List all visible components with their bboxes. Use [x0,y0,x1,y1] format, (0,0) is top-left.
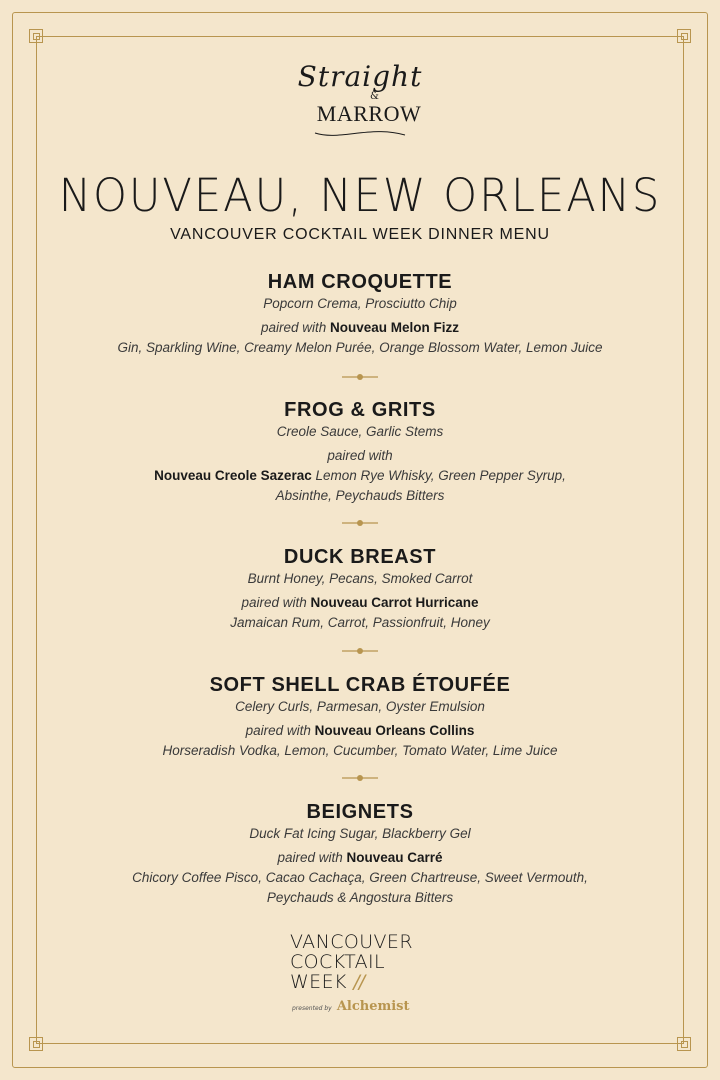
logo-marrow: MARROW [316,101,422,126]
dish-name: BEIGNETS [306,801,414,823]
drink-name: Nouveau Orleans Collins [314,723,475,738]
drink-name: Nouveau Carrot Hurricane [310,595,479,610]
gold-divider [340,518,380,528]
logo-ampersand: & [370,91,379,102]
course-ham-croquette [60,270,660,358]
course-duck-breast [60,545,660,633]
page-subtitle: VANCOUVER COCKTAIL WEEK DINNER MENU [170,226,550,243]
dish-name: HAM CROQUETTE [267,271,453,293]
vcw-slashes: // [353,971,365,993]
dish-name: FROG & GRITS [284,399,436,421]
course-beignets [60,800,660,908]
logo-script: Straight [297,60,423,93]
pairing-line [60,721,660,741]
dish-accompaniments: Burnt Honey, Pecans, Smoked Carrot [247,571,473,586]
drink-ingredients: Horseradish Vodka, Lemon, Cucumber, Tomato Water, Lime Juice [162,743,558,758]
drink-name: Nouveau Carré [346,850,443,865]
gold-divider [340,646,380,656]
dish-accompaniments: Creole Sauce, Garlic Stems [276,424,444,439]
corner-ornament [29,29,43,43]
corner-ornament [29,1037,43,1051]
presented-by-line [290,998,440,1016]
paired-with-label: paired with [260,320,327,335]
paired-with-label: paired with [241,595,307,610]
dish-name: SOFT SHELL CRAB ÉTOUFÉE [209,674,511,696]
course-frog-grits [60,398,660,506]
dish-accompaniments: Duck Fat Icing Sugar, Blackberry Gel [249,826,471,841]
straight-marrow-logo [290,56,430,152]
dish-accompaniments: Popcorn Crema, Prosciutto Chip [263,296,457,311]
paired-with-label: paired with [327,448,393,463]
pairing-line [60,593,660,613]
course-soft-shell-crab [60,673,660,761]
presented-by-label: presented by [292,1005,332,1012]
drink-ingredients: Chicory Coffee Pisco, Cacao Cachaça, Green Chartreuse, Sweet Vermouth, [132,870,588,885]
vcw-line-3 [290,972,440,992]
paired-with-label: paired with [277,850,343,865]
paired-with-label: paired with [245,723,311,738]
drink-name: Nouveau Melon Fizz [330,320,460,335]
gold-divider [340,372,380,382]
dish-accompaniments: Celery Curls, Parmesan, Oyster Emulsion [235,699,485,714]
corner-ornament [677,1037,691,1051]
alchemist-logo: Alchemist [336,999,410,1014]
gold-divider [340,773,380,783]
drink-name: Nouveau Creole Sazerac [154,468,312,483]
pairing-line [60,466,660,486]
page-title: NOUVEAU, NEW ORLEANS [58,169,662,222]
vcw-line-2: COCKTAIL [290,951,385,973]
drink-ingredients-continued: Absinthe, Peychauds Bitters [275,488,445,503]
vancouver-cocktail-week-logo [290,932,440,1016]
pairing-line [60,318,660,338]
logo-swash [310,127,410,141]
drink-ingredients: Jamaican Rum, Carrot, Passionfruit, Honey [230,615,490,630]
vcw-line-1: VANCOUVER [290,931,413,953]
dish-name: DUCK BREAST [283,546,437,568]
corner-ornament [677,29,691,43]
vcw-week: WEEK [290,971,347,993]
drink-ingredients-continued: Peychauds & Angostura Bitters [266,890,454,905]
drink-ingredients: Lemon Rye Whisky, Green Pepper Syrup, [315,468,566,483]
pairing-line [60,848,660,868]
drink-ingredients: Gin, Sparkling Wine, Creamy Melon Purée, Orange Blossom Water, Lemon Juice [117,340,603,355]
